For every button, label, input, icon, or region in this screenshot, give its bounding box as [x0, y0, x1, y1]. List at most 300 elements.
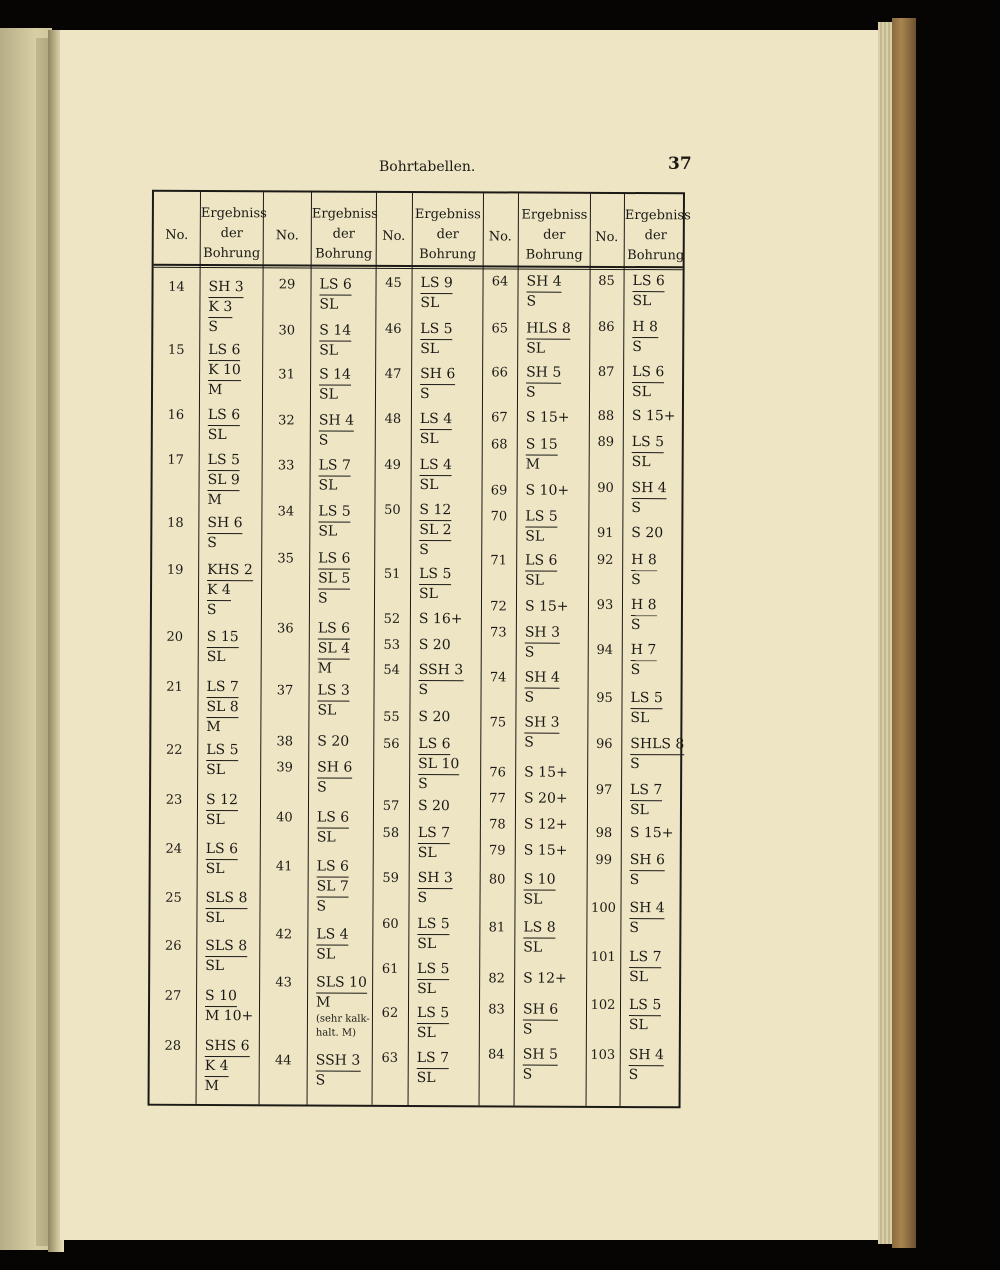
result-line: LS 5 [632, 433, 664, 453]
entry-result [317, 682, 349, 721]
result-line: SL [416, 1025, 436, 1042]
header-erg3: Bohrung [525, 247, 583, 263]
result-line: (sehr kalk- [315, 1013, 370, 1025]
result-line: S [318, 432, 329, 449]
result-line: S 20+ [523, 790, 568, 807]
column-rule [196, 192, 201, 1104]
result-line: S 20 [418, 709, 451, 726]
result-line: LS 6 [319, 276, 351, 296]
result-line: S [524, 644, 535, 661]
entry-result [524, 764, 568, 783]
result-line: LS 7 [630, 781, 662, 801]
entry-number: 31 [278, 367, 295, 383]
result-line: S 20 [631, 525, 664, 542]
result-line: S [317, 590, 328, 607]
result-line: S [628, 1067, 639, 1084]
result-line: SL 10 [418, 755, 459, 775]
entry-number: 96 [595, 736, 613, 752]
header-ergebniss [312, 204, 376, 264]
result-line: SL [420, 295, 440, 312]
entry-number: 100 [591, 900, 616, 916]
result-line: SL [419, 431, 439, 448]
entry-number: 64 [491, 274, 509, 290]
result-line: SL [417, 936, 437, 953]
result-line: LS 5 [206, 741, 238, 761]
entry-number: 87 [597, 364, 615, 380]
entry-number: 85 [598, 273, 615, 289]
result-line: K 10 [208, 361, 241, 381]
result-line: M [207, 381, 223, 399]
entry-result [526, 364, 561, 403]
result-line: S [630, 756, 640, 773]
entry-result [316, 858, 349, 917]
header-no: No. [275, 228, 299, 244]
header-erg1: Ergebniss [311, 206, 378, 222]
entry-number: 25 [165, 890, 182, 906]
entry-number: 34 [277, 504, 295, 520]
header-erg2: der [220, 226, 243, 242]
result-line: LS 9 [420, 274, 452, 294]
entry-result [316, 974, 370, 1041]
result-line: LS 5 [525, 508, 557, 528]
header-erg3: Bohrung [627, 248, 685, 264]
entry-result [629, 996, 661, 1035]
result-line: S 12+ [523, 970, 567, 987]
entry-number: 21 [166, 679, 183, 695]
entry-result [317, 733, 349, 752]
result-line: S 12 [206, 791, 238, 811]
header-erg2: der [543, 227, 566, 243]
result-line: S [630, 662, 641, 679]
entry-result [526, 409, 570, 428]
entry-result [206, 741, 238, 780]
entry-result [420, 274, 452, 313]
result-line: M 10+ [204, 1007, 254, 1025]
entry-number: 57 [382, 798, 400, 814]
entry-result [319, 366, 351, 405]
entry-result [319, 276, 351, 315]
result-line: M [206, 718, 221, 736]
entry-result [417, 869, 452, 908]
entry-result [319, 412, 354, 451]
entry-number: 43 [275, 975, 292, 991]
result-line: SH 6 [207, 514, 242, 534]
entry-result [207, 514, 242, 553]
header-erg1: Ergebniss [521, 207, 588, 223]
result-line: H 7 [631, 641, 657, 661]
result-line: SL [319, 296, 339, 313]
result-line: LS 8 [523, 919, 555, 939]
result-line: HLS 8 [526, 320, 571, 340]
entry-result [525, 552, 557, 591]
result-line: S [630, 617, 641, 634]
entry-number: 40 [276, 810, 293, 826]
result-line: S 20 [418, 637, 451, 654]
result-line: S 15+ [629, 825, 674, 842]
result-line: LS 6 [525, 552, 557, 572]
entry-result [208, 278, 243, 337]
result-line: S [207, 534, 217, 552]
result-line: SLS 8 [205, 937, 247, 957]
result-line: SL [316, 829, 336, 846]
result-line: S [524, 689, 535, 706]
header-no: No. [595, 229, 619, 245]
entry-result [524, 816, 568, 835]
entry-result [523, 970, 567, 989]
entry-number: 18 [167, 515, 184, 531]
result-line: SHS 6 [205, 1037, 250, 1057]
entry-number: 99 [595, 852, 613, 868]
entry-number: 77 [489, 791, 506, 807]
entry-result [631, 551, 657, 590]
result-line: SH 6 [630, 851, 665, 871]
result-line: LS 6 [633, 272, 665, 292]
result-line: K 4 [207, 581, 231, 601]
entry-result [524, 790, 568, 809]
result-line: S 14 [319, 322, 351, 342]
result-line: S [418, 682, 429, 699]
entry-number: 78 [489, 817, 506, 833]
entry-result [524, 842, 568, 861]
entry-number: 82 [488, 971, 505, 987]
result-line: SH 6 [317, 759, 352, 779]
entry-number: 68 [490, 437, 508, 453]
entry-number: 62 [381, 1005, 399, 1021]
result-line: S 20 [317, 733, 350, 750]
result-line: S [522, 1021, 533, 1038]
result-line: S [419, 542, 429, 559]
entry-number: 72 [490, 599, 507, 615]
result-line: S 15 [207, 628, 239, 648]
entry-number: 65 [491, 321, 509, 337]
entry-number: 38 [276, 734, 294, 750]
result-line: SL 5 [318, 570, 350, 590]
result-line: S [525, 384, 536, 401]
entry-result [632, 272, 664, 311]
entry-number: 98 [595, 825, 613, 841]
entry-number: 94 [596, 642, 614, 658]
entry-number: 42 [275, 927, 293, 943]
result-line: LS 4 [420, 456, 452, 476]
entry-number: 67 [491, 410, 508, 426]
result-line: S [419, 386, 430, 403]
result-line: LS 6 [208, 406, 240, 426]
entry-result [630, 735, 684, 774]
result-line: LS 5 [417, 1004, 449, 1024]
entry-result [631, 524, 663, 543]
header-erg3: Bohrung [419, 247, 477, 263]
result-line: LS 6 [317, 809, 349, 829]
result-line: S [417, 890, 428, 907]
result-line: LS 5 [419, 565, 451, 585]
result-line: SL [316, 946, 336, 963]
entry-result [206, 678, 239, 737]
entry-number: 32 [278, 413, 295, 429]
entry-number: 22 [165, 742, 183, 758]
entry-number: 101 [590, 949, 616, 965]
result-line: LS 3 [318, 682, 350, 702]
running-head: Bohrtabellen. [379, 159, 476, 175]
entry-number: 15 [167, 342, 185, 358]
result-line: SH 3 [418, 869, 453, 889]
entry-result [629, 948, 661, 987]
entry-result [417, 1004, 449, 1043]
result-line: LS 6 [318, 620, 350, 640]
result-line: LS 7 [629, 948, 661, 968]
result-line: SL [419, 477, 439, 494]
result-line: SH 3 [524, 714, 559, 734]
result-line: SL 2 [419, 521, 451, 541]
entry-result [630, 851, 665, 890]
entry-result [318, 503, 350, 542]
entry-result [317, 809, 349, 848]
result-line: SL [523, 939, 543, 956]
result-line: SH 4 [319, 412, 354, 432]
result-line: S [315, 1072, 326, 1089]
result-line: LS 4 [316, 926, 348, 946]
result-line: SH 6 [523, 1001, 558, 1021]
result-line: LS 4 [420, 410, 452, 430]
result-line: SLS 8 [205, 889, 247, 909]
entry-result [525, 508, 557, 547]
entry-number: 29 [278, 277, 296, 293]
header-erg2: der [332, 226, 355, 242]
entry-number: 102 [590, 997, 616, 1013]
result-line: SL [205, 909, 225, 927]
entry-result [207, 561, 253, 620]
result-line: SH 6 [420, 365, 455, 385]
header-no: No. [165, 227, 189, 243]
entry-number: 84 [487, 1047, 505, 1063]
header-erg1: Ergebniss [414, 206, 481, 223]
entry-result [629, 1046, 664, 1085]
entry-result [418, 708, 450, 727]
entry-number: 45 [385, 275, 402, 291]
entry-result [525, 624, 560, 663]
entry-result [206, 840, 238, 879]
result-line: LS 5 [208, 451, 240, 471]
result-line: M [207, 491, 222, 509]
entry-number: 51 [383, 566, 401, 582]
entry-result [419, 610, 463, 629]
entry-number: 63 [381, 1050, 399, 1066]
entry-number: 48 [384, 411, 402, 427]
result-line: S [317, 779, 327, 796]
result-line: SL 8 [206, 698, 238, 718]
entry-result [208, 406, 240, 445]
entry-number: 69 [490, 483, 508, 499]
result-line: S 15+ [631, 408, 676, 425]
entry-number: 54 [383, 662, 400, 678]
entry-number: 39 [276, 760, 293, 776]
entry-result [205, 987, 254, 1026]
entry-number: 44 [274, 1053, 292, 1069]
entry-result [420, 320, 452, 359]
entry-result [208, 341, 241, 400]
entry-number: 28 [164, 1038, 182, 1054]
entry-number: 19 [166, 562, 184, 578]
result-line: S 15+ [523, 842, 568, 859]
result-line: SSH 3 [316, 1052, 361, 1072]
result-line: SL [417, 845, 437, 862]
entry-result [419, 501, 452, 560]
entry-number: 46 [385, 321, 402, 337]
entry-result [631, 596, 657, 635]
entry-result [630, 781, 662, 820]
result-line: S 15+ [524, 764, 568, 781]
result-line: SL [318, 523, 338, 540]
entry-number: 24 [165, 841, 183, 857]
header-erg2: der [644, 228, 667, 244]
entry-result [316, 1052, 361, 1091]
header-erg2: der [436, 227, 459, 243]
result-line: SL [631, 384, 651, 401]
entry-number: 58 [382, 825, 400, 841]
entry-result [419, 661, 464, 700]
result-line: M [315, 994, 331, 1011]
header-ergebniss [519, 205, 590, 265]
entry-number: 49 [384, 457, 401, 473]
boring-results-table [148, 190, 691, 1109]
header-no: No. [382, 228, 406, 244]
result-line: M [525, 456, 541, 473]
entry-number: 41 [275, 859, 293, 875]
result-line: S [629, 872, 640, 889]
entry-number: 91 [597, 525, 614, 541]
result-line: S 15+ [525, 409, 570, 426]
result-line: KHS 2 [207, 561, 253, 581]
page-number: 37 [668, 154, 692, 174]
entry-number: 92 [596, 552, 614, 568]
result-line: SL [205, 811, 225, 829]
entry-result [205, 1037, 250, 1096]
result-line: SH 4 [629, 1046, 664, 1066]
entry-number: 95 [596, 690, 613, 706]
entry-result [319, 322, 351, 361]
result-line: SL [630, 710, 650, 727]
result-line: S 15+ [524, 598, 569, 615]
entry-result [205, 889, 247, 928]
entry-number: 53 [383, 637, 401, 653]
result-line: LS 7 [319, 457, 351, 477]
result-line: K 3 [208, 298, 232, 318]
result-line: SL [632, 293, 652, 310]
entry-number: 89 [597, 434, 615, 450]
entry-result [526, 320, 571, 359]
entry-number: 50 [384, 502, 401, 518]
result-line: LS 6 [418, 735, 450, 755]
entry-result [632, 318, 658, 357]
entry-result [524, 714, 559, 753]
result-line: SL [317, 702, 337, 719]
result-line: S 20 [417, 798, 450, 815]
header-no: No. [488, 229, 512, 245]
result-line: SL [319, 342, 339, 359]
result-line: S [632, 339, 642, 356]
entry-result [523, 1001, 558, 1040]
entry-number: 75 [489, 715, 507, 731]
result-line: SSH 3 [419, 661, 464, 681]
entry-result [207, 451, 240, 510]
entry-result [206, 791, 238, 830]
entry-result [417, 960, 449, 999]
entry-result [318, 620, 351, 679]
header-ergebniss [413, 205, 483, 265]
entry-result [631, 641, 657, 680]
entry-result [420, 410, 452, 449]
result-line: LS 6 [206, 840, 238, 860]
entry-result [632, 407, 676, 426]
result-line: halt. M) [315, 1027, 357, 1039]
result-line: SL 9 [208, 471, 240, 491]
result-line: S [208, 318, 218, 336]
result-line: SH 4 [525, 669, 560, 689]
result-line: SL [628, 1017, 648, 1034]
result-line: S [631, 500, 642, 517]
result-line: SH 5 [526, 364, 561, 384]
entry-result [316, 926, 348, 965]
entry-result [205, 937, 247, 976]
entry-number: 71 [490, 553, 507, 569]
result-line: H 8 [631, 596, 657, 616]
result-line: LS 5 [630, 689, 662, 709]
entry-result [418, 797, 450, 816]
entry-number: 80 [488, 872, 506, 888]
entry-result [418, 824, 450, 863]
result-line: SL 7 [317, 878, 349, 898]
entry-result [631, 479, 666, 518]
result-line: LS 6 [317, 858, 349, 878]
result-line: M [204, 1077, 220, 1095]
entry-result [417, 1049, 449, 1088]
result-line: LS 6 [208, 341, 240, 361]
result-line: SL [631, 454, 651, 471]
result-line: SHLS 8 [630, 735, 684, 755]
header-erg1: Ergebniss [624, 208, 691, 224]
entry-number: 76 [489, 765, 506, 781]
result-line: SL [417, 981, 437, 998]
entry-number: 103 [590, 1047, 616, 1063]
result-line: LS 5 [629, 996, 661, 1016]
entry-number: 83 [488, 1002, 505, 1018]
result-line: SLS 10 [316, 974, 367, 994]
result-line: LS 5 [420, 320, 452, 340]
result-line: S [522, 1066, 533, 1083]
entry-number: 74 [489, 670, 507, 686]
result-line: S [418, 776, 428, 793]
entry-result [526, 273, 561, 312]
entry-number: 55 [383, 709, 400, 725]
result-line: SL [206, 648, 226, 666]
entry-number: 35 [277, 551, 295, 567]
result-line: SL [526, 340, 546, 357]
result-line: SL [318, 477, 338, 494]
header-erg3: Bohrung [315, 246, 373, 262]
result-line: SH 4 [527, 273, 562, 293]
entry-result [525, 482, 569, 501]
result-line: SL [629, 969, 649, 986]
result-line: S [206, 601, 217, 619]
result-line: LS 7 [207, 678, 239, 698]
result-line: S [631, 572, 641, 589]
entry-number: 59 [382, 870, 399, 886]
entry-result [526, 436, 558, 475]
entry-result [318, 550, 351, 609]
entry-result [420, 365, 455, 404]
result-line: SL [523, 891, 543, 908]
entry-number: 26 [164, 938, 182, 954]
entry-result [417, 915, 449, 954]
